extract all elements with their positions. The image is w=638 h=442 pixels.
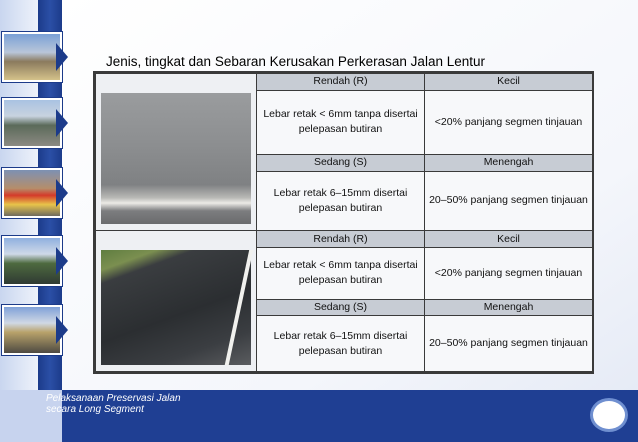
thumbnail-arrow-icon [56,247,68,275]
extent-description: 20–50% panjang segmen tinjauan [425,316,593,372]
footer-line-2: secara Long Segment [46,404,144,415]
level-description: Lebar retak 6–15mm disertai pelepasan butiran [257,171,425,231]
thumbnail-arrow-icon [56,43,68,71]
edge-cracking-cell [96,74,257,231]
footer-line-1: Pelaksanaan Preservasi Jalan [46,393,181,404]
thumbnail-highway [2,236,62,286]
slide-title: Jenis, tingkat dan Sebaran Kerusakan Perkerasan Jalan Lentur [106,54,485,69]
extent-description: <20% panjang segmen tinjauan [425,248,593,299]
extent-description: <20% panjang segmen tinjauan [425,90,593,154]
damage-table-grid [95,73,593,372]
level-header: Sedang (S) [257,154,425,171]
thumbnail-arrow-icon [56,316,68,344]
level-header: Rendah (R) [257,74,425,91]
extent-header: Kecil [425,74,593,91]
extent-header: Menengah [425,299,593,316]
extent-header: Menengah [425,154,593,171]
road-edge-line [225,250,253,365]
block-cracking-cell [96,231,257,372]
damage-table [93,71,594,374]
edge-cracking-photo [101,93,251,224]
footer-caption [46,393,181,415]
block-cracking-photo [101,250,251,365]
level-description: Lebar retak < 6mm tanpa disertai pelepasan butiran [257,90,425,154]
thumbnail-road-repair [2,98,62,148]
thumbnail-arrow-icon [56,109,68,137]
logo-icon [590,398,628,432]
level-description: Lebar retak < 6mm tanpa disertai pelepasan butiran [257,248,425,299]
level-description: Lebar retak 6–15mm disertai pelepasan butiran [257,316,425,372]
thumbnail-arrow-icon [56,179,68,207]
thumbnail-road-workers [2,32,62,82]
extent-description: 20–50% panjang segmen tinjauan [425,171,593,231]
level-header: Sedang (S) [257,299,425,316]
thumbnail-paving-machine [2,305,62,355]
extent-header: Kecil [425,231,593,248]
level-header: Rendah (R) [257,231,425,248]
thumbnail-road-sign [2,168,62,218]
